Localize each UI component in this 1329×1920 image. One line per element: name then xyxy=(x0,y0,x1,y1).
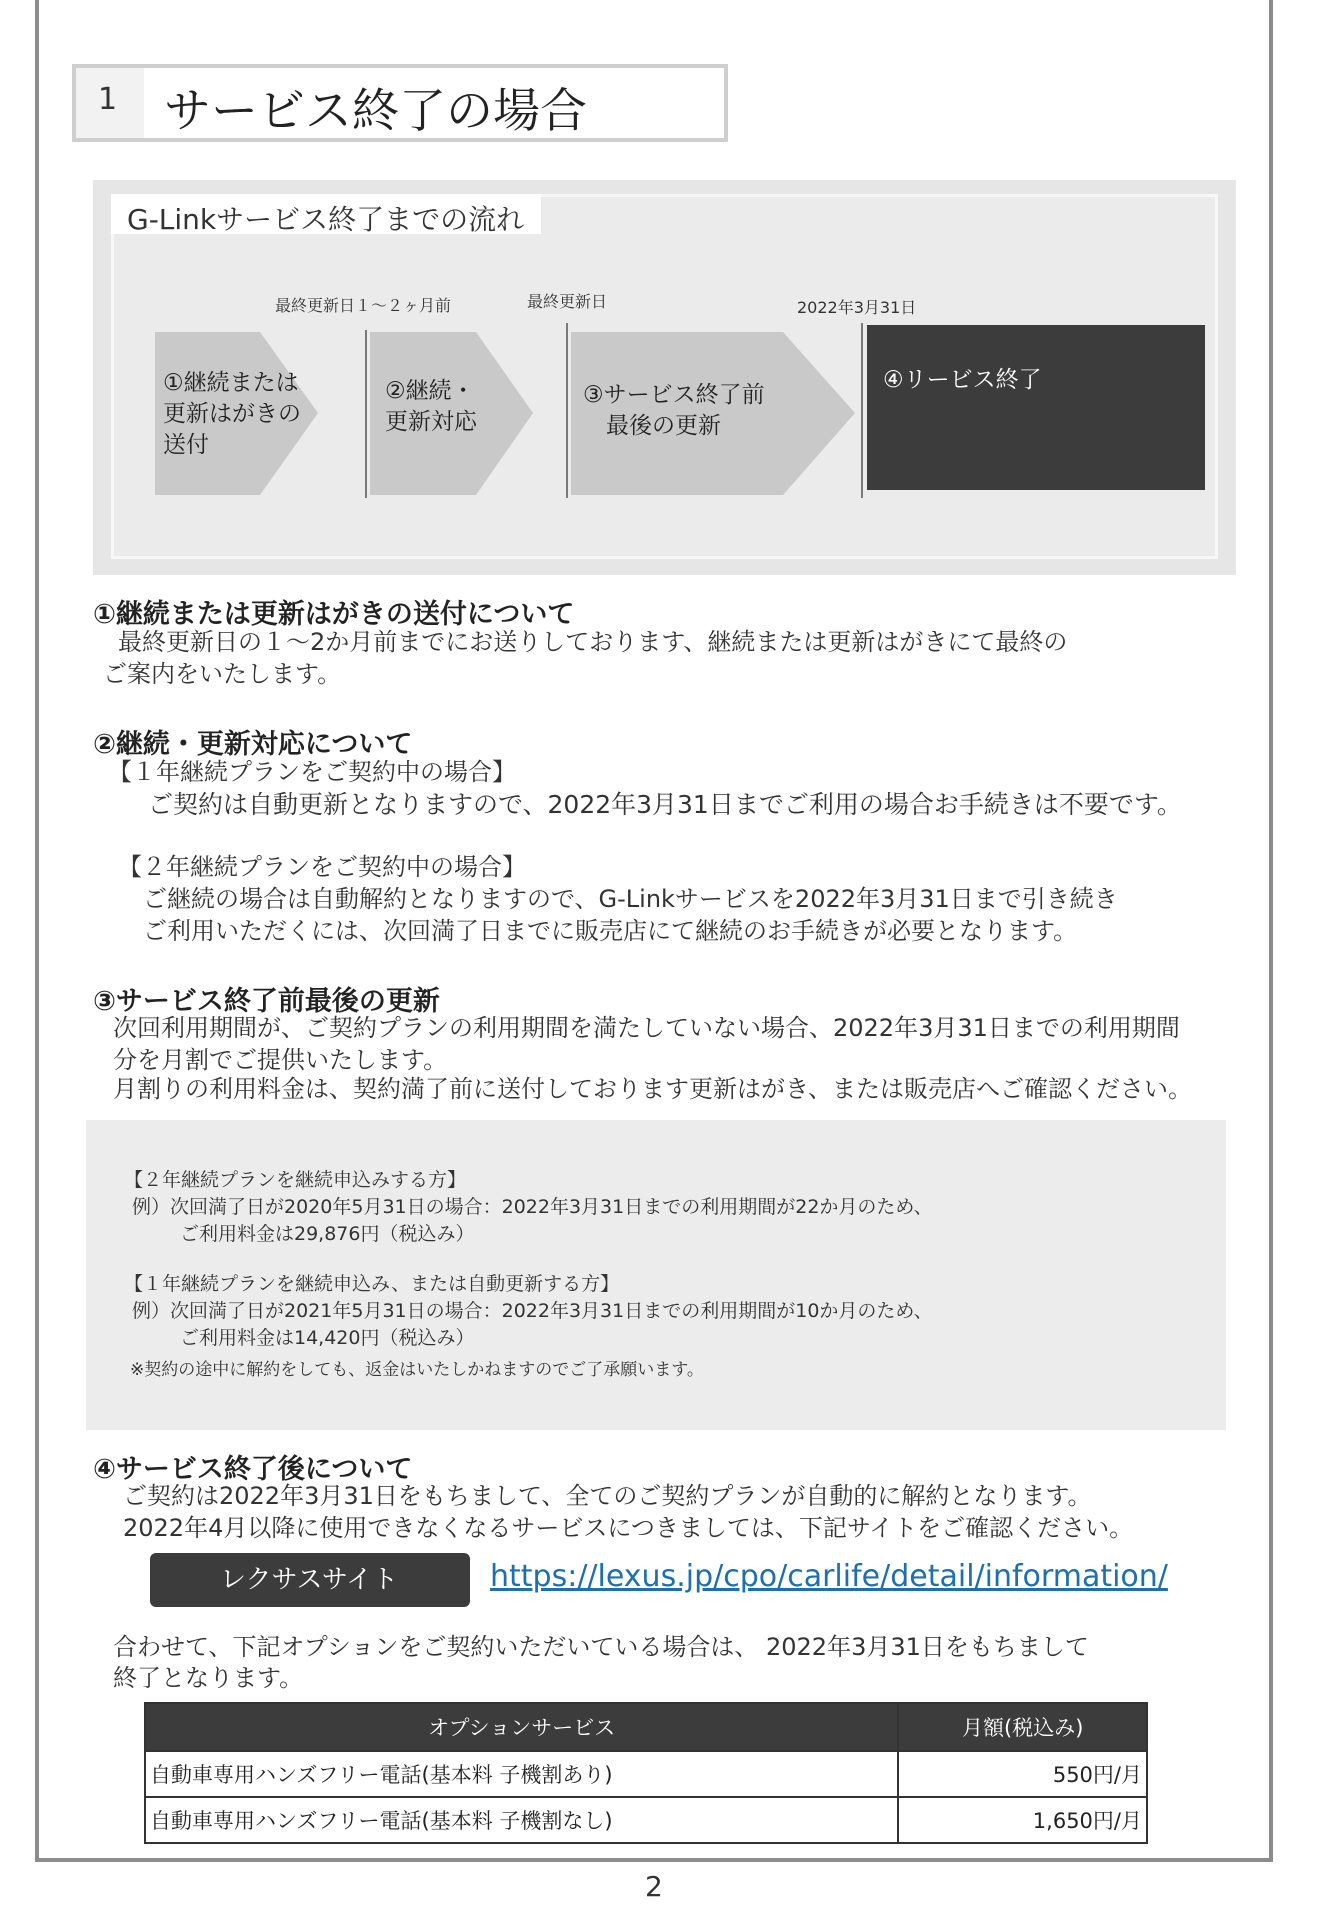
flow-step-3-label: ③サービス終了前 最後の更新 xyxy=(583,382,765,439)
renewal-postcard-text-1: 最終更新日の１～2か月前までにお送りしております、継続または更新はがきにて最終の xyxy=(118,628,1068,656)
table-cell-service: 自動車専用ハンズフリー電話(基本料 子機割あり) xyxy=(145,1751,898,1797)
plan1-text: ご契約は自動更新となりますので、2022年3月31日までご利用の場合お手続きは不要です。 xyxy=(148,790,1182,819)
flow-label-3: 2022年3月31日 xyxy=(797,298,917,317)
last-update-text-2: 分を月割でご提供いたします。 xyxy=(113,1046,448,1074)
after-end-text-2: 2022年4月以降に使用できなくなるサービスにつきましては、下記サイトをご確認ください。 xyxy=(123,1514,1134,1542)
section-title-box xyxy=(72,64,728,142)
flow-step-2-label: ②継続・ 更新対応 xyxy=(385,378,477,435)
option-services-table xyxy=(144,1702,1148,1844)
plan1-title: 【１年継続プランをご契約中の場合】 xyxy=(108,758,516,786)
refund-note: ※契約の途中に解約をしても、返金はいたしかねますのでご了承願います。 xyxy=(130,1360,704,1380)
heading-after-service-end: ④サービス終了後について xyxy=(93,1454,413,1485)
example-2-title: 【１年継続プランを継続申込み、または自動更新する方】 xyxy=(124,1273,620,1295)
example-box xyxy=(86,1120,1226,1430)
table-row xyxy=(145,1751,1147,1797)
flow-label-2: 最終更新日 xyxy=(527,292,608,311)
lexus-info-link[interactable]: https://lexus.jp/cpo/carlife/detail/information/ xyxy=(490,1559,1168,1594)
plan2-text-1: ご継続の場合は自動解約となりますので、G-Linkサービスを2022年3月31日まで引き続き xyxy=(143,885,1118,913)
section-number: 1 xyxy=(98,82,118,117)
table-cell-price: 550円/月 xyxy=(898,1751,1147,1797)
heading-renewal-postcard: ①継続または更新はがきの送付について xyxy=(93,599,575,630)
heading-last-update: ③サービス終了前最後の更新 xyxy=(93,986,440,1017)
plan2-title: 【２年継続プランをご契約中の場合】 xyxy=(118,853,526,881)
table-row xyxy=(145,1797,1147,1843)
table-cell-service: 自動車専用ハンズフリー電話(基本料 子機割なし) xyxy=(145,1797,898,1843)
example-2-line-1: 例）次回満了日が2021年5月31日の場合：2022年3月31日までの利用期間が10か月のため、 xyxy=(132,1300,933,1322)
example-1-line-2: ご利用料金は29,876円（税込み） xyxy=(180,1223,475,1245)
lexus-site-button[interactable]: レクサスサイト xyxy=(150,1553,470,1607)
last-update-text-1: 次回利用期間が、ご契約プランの利用期間を満たしていない場合、2022年3月31日までの利用期間 xyxy=(113,1014,1180,1042)
renewal-postcard-text-2: ご案内をいたします。 xyxy=(103,660,342,688)
flow-step-1-label: ①継続または 更新はがきの 送付 xyxy=(163,370,301,458)
page-number: 2 xyxy=(645,1870,663,1903)
example-2-line-2: ご利用料金は14,420円（税込み） xyxy=(180,1327,475,1349)
option-text-1: 合わせて、下記オプションをご契約いただいている場合は、 2022年3月31日をもちまして xyxy=(113,1633,1089,1661)
table-cell-price: 1,650円/月 xyxy=(898,1797,1147,1843)
table-header-service: オプションサービス xyxy=(145,1703,898,1751)
after-end-text-1: ご契約は2022年3月31日をもちまして、全てのご契約プランが自動的に解約となります。 xyxy=(123,1482,1092,1510)
flow-step-4-label: ④リービス終了 xyxy=(883,367,1042,393)
table-header-row xyxy=(145,1703,1147,1751)
example-1-title: 【２年継続プランを継続申込みする方】 xyxy=(124,1169,467,1191)
flow-label-1: 最終更新日１～２ヶ月前 xyxy=(275,296,452,315)
flow-title: G-Linkサービス終了までの流れ xyxy=(127,203,525,236)
flow-diagram xyxy=(93,180,1236,575)
flow-step-4-box xyxy=(867,325,1205,490)
section-title: サービス終了の場合 xyxy=(164,84,587,139)
option-text-2: 終了となります。 xyxy=(113,1664,304,1692)
heading-renewal-response: ②継続・更新対応について xyxy=(93,729,413,760)
table-header-price: 月額(税込み) xyxy=(898,1703,1147,1751)
last-update-text-3: 月割りの利用料金は、契約満了前に送付しております更新はがき、または販売店へご確認ください。 xyxy=(113,1075,1193,1103)
plan2-text-2: ご利用いただくには、次回満了日までに販売店にて継続のお手続きが必要となります。 xyxy=(143,917,1078,945)
example-1-line-1: 例）次回満了日が2020年5月31日の場合：2022年3月31日までの利用期間が22か月のため、 xyxy=(132,1196,933,1218)
